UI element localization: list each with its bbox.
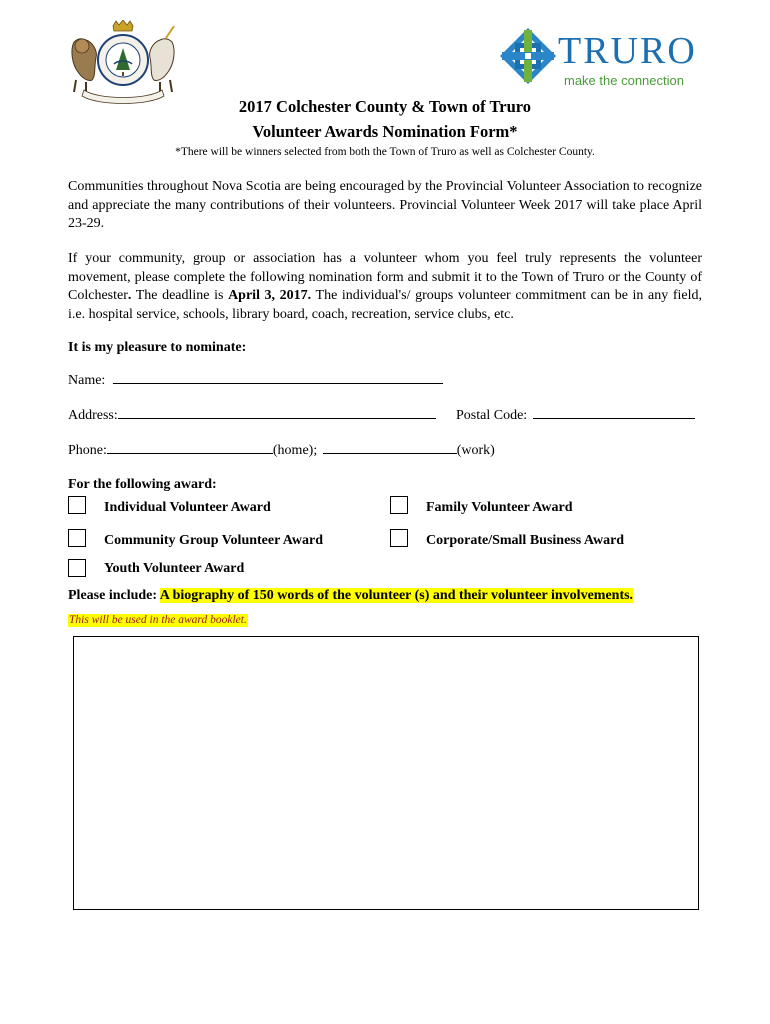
truro-logo	[498, 26, 708, 94]
form-title-line2: Volunteer Awards Nomination Form*	[252, 122, 518, 141]
home-phone-input-line[interactable]	[107, 441, 273, 454]
youth-award-checkbox[interactable]	[68, 559, 86, 577]
truro-wordmark: TRURO	[558, 30, 697, 72]
biography-instruction	[68, 589, 633, 603]
name-field-row	[68, 371, 443, 388]
intro-paragraph-1: Communities throughout Nova Scotia are being encouraged by the Provincial Volunteer Association to recognize and appreciate the many contributions of their volunteers. Provincial Volunteer Week 2017 will take place April 23-29.	[68, 179, 702, 231]
individual-award-checkbox[interactable]	[68, 496, 86, 514]
biography-text-area[interactable]	[73, 636, 699, 910]
address-field-row	[68, 406, 436, 423]
intro-paragraph-2	[68, 250, 702, 324]
paragraph2-part2: The deadline is	[131, 288, 229, 303]
home-label: (home);	[272, 443, 318, 458]
community-group-award-label: Community Group Volunteer Award	[104, 533, 323, 548]
address-label: Address:	[68, 408, 118, 423]
deadline-date: April 3, 2017.	[228, 288, 312, 303]
postal-code-row	[456, 406, 695, 423]
address-input-line[interactable]	[118, 406, 436, 419]
community-group-award-checkbox[interactable]	[68, 529, 86, 547]
youth-award-label: Youth Volunteer Award	[104, 561, 245, 576]
corporate-award-checkbox[interactable]	[390, 529, 408, 547]
phone-label: Phone:	[68, 443, 107, 458]
work-label: (work)	[456, 443, 495, 458]
postal-code-label: Postal Code:	[456, 408, 528, 423]
paragraph2-period: .	[127, 288, 132, 303]
booklet-note: This will be used in the award booklet.	[69, 614, 247, 626]
truro-knot-icon	[498, 26, 558, 94]
corporate-award-label: Corporate/Small Business Award	[426, 533, 625, 548]
family-award-checkbox[interactable]	[390, 496, 408, 514]
please-include-label: Please include:	[68, 588, 158, 603]
family-award-label: Family Volunteer Award	[426, 500, 573, 515]
name-input-line[interactable]	[113, 371, 443, 384]
award-heading: For the following award:	[68, 477, 217, 492]
nominate-heading: It is my pleasure to nominate:	[68, 340, 247, 355]
winners-note: *There will be winners selected from both the Town of Truro as well as Colchester County.	[175, 146, 595, 158]
postal-code-input-line[interactable]	[533, 406, 695, 419]
form-title-line1: 2017 Colchester County & Town of Truro	[238, 97, 532, 116]
biography-requirement: A biography of 150 words of the volunteer (s) and their volunteer involvements.	[159, 588, 634, 603]
name-label: Name:	[68, 373, 106, 388]
colchester-crest-logo	[66, 20, 180, 104]
phone-field-row	[68, 441, 495, 458]
individual-award-label: Individual Volunteer Award	[104, 500, 271, 515]
crest-icon	[66, 20, 180, 104]
paragraph2-part3: The individual's/ groups volunteer commitment can be in any field, i.e. hospital service, schools, library board, coach, recreation, service clubs, etc.	[68, 288, 702, 322]
paragraph2-part1: If your community, group or association has a volunteer whom you feel truly represents the volunteer movement, please complete the following nomination form and submit it to the Town of Truro or the County of Colchester	[68, 251, 702, 303]
work-phone-input-line[interactable]	[323, 441, 457, 454]
truro-tagline: make the connection	[564, 73, 684, 88]
